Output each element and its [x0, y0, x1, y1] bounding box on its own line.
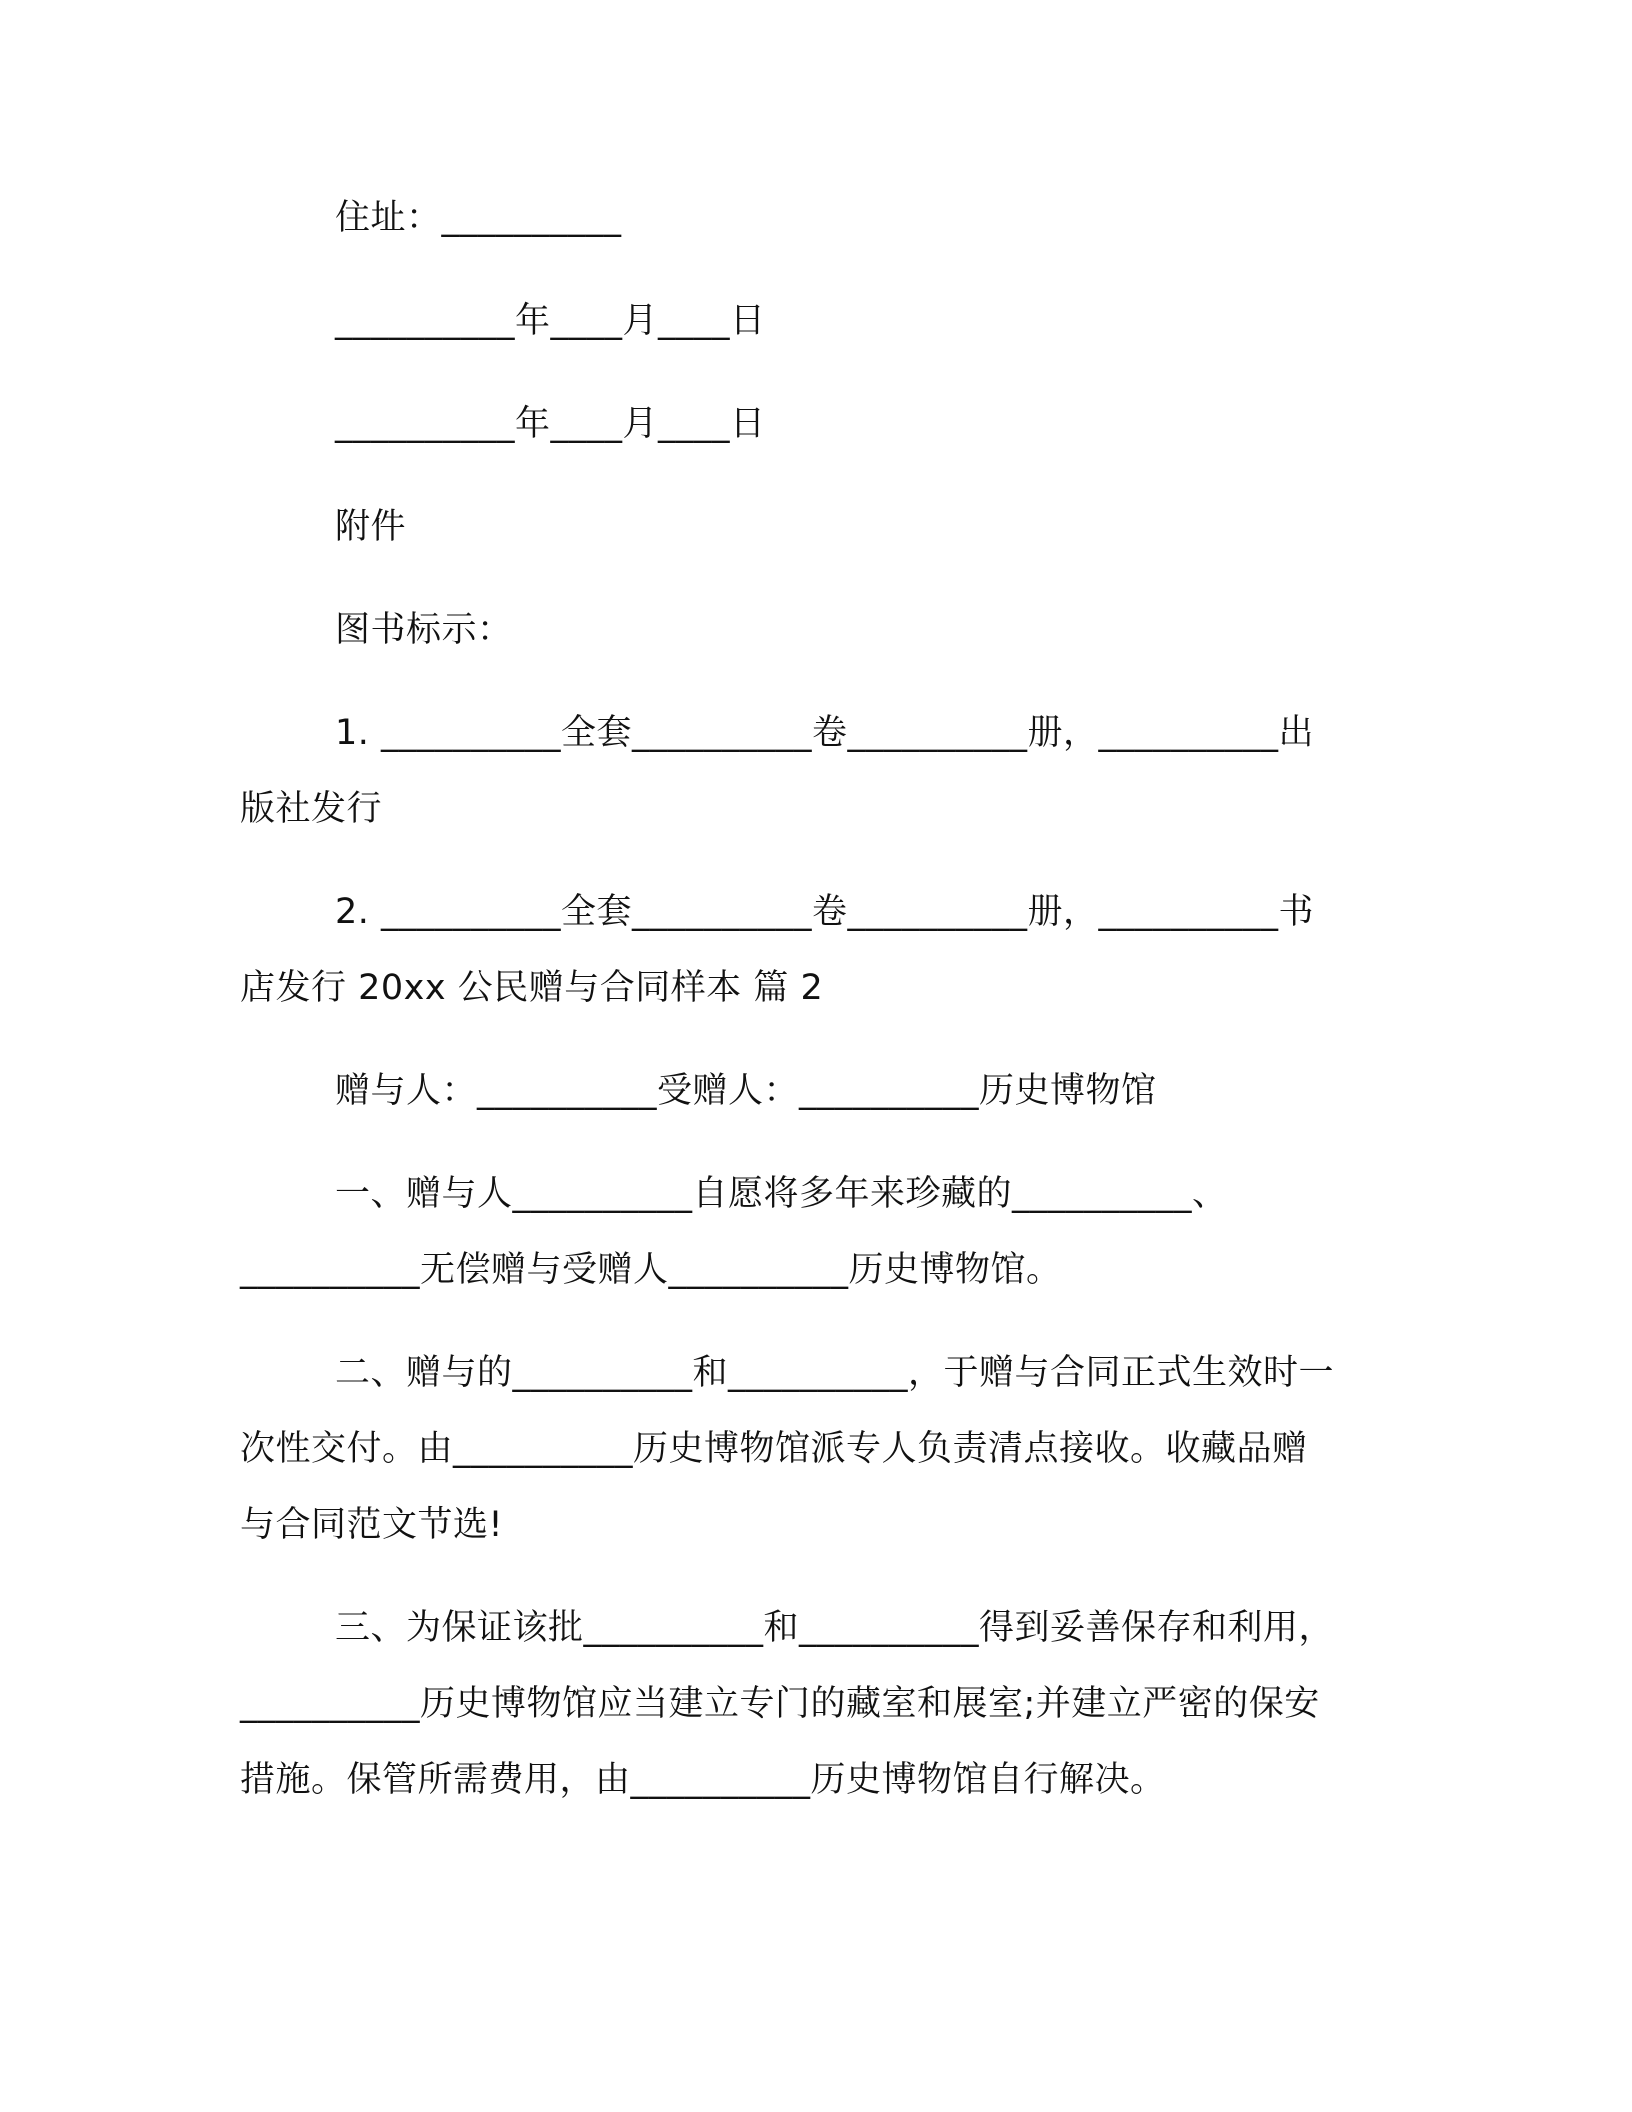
date-line-1: __________年____月____日 [335, 301, 766, 341]
clause-3-line-3: 措施。保管所需费用，由__________历史博物馆自行解决。 [240, 1760, 1166, 1800]
book-item-2: 2. __________全套__________卷__________册，__________书 [335, 892, 1315, 932]
address-line: 住址：__________ [335, 198, 622, 238]
book-item-2-continued: 店发行 20xx 公民赠与合同样本 篇 2 [240, 968, 824, 1008]
clause-3-line-2: __________历史博物馆应当建立专门的藏室和展室;并建立严密的保安 [240, 1684, 1320, 1724]
clause-1-line-2: __________无偿赠与受赠人__________历史博物馆。 [240, 1250, 1062, 1290]
parties-line: 赠与人：__________受赠人：__________历史博物馆 [335, 1071, 1157, 1111]
book-item-1-continued: 版社发行 [240, 789, 383, 829]
date-line-2: __________年____月____日 [335, 404, 766, 444]
clause-1-line-1: 一、赠与人__________自愿将多年来珍藏的__________、 [335, 1174, 1228, 1214]
clause-2-line-1: 二、赠与的__________和__________，于赠与合同正式生效时一 [335, 1353, 1335, 1393]
clause-2-line-3: 与合同范文节选! [240, 1505, 504, 1545]
book-item-1: 1. __________全套__________卷__________册，__________出 [335, 713, 1315, 753]
book-label-heading: 图书标示： [335, 610, 513, 650]
attachment-heading: 附件 [335, 507, 407, 547]
clause-2-line-2: 次性交付。由__________历史博物馆派专人负责清点接收。收藏品赠 [240, 1429, 1308, 1469]
clause-3-line-1: 三、为保证该批__________和__________得到妥善保存和利用， [335, 1608, 1335, 1648]
